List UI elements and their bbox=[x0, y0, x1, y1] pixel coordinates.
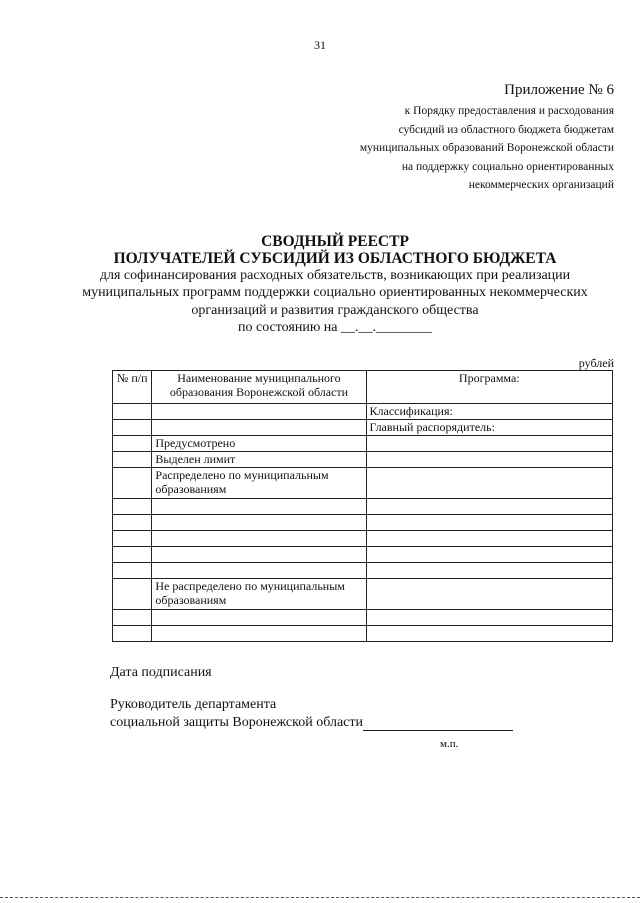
header-program: Программа: bbox=[366, 371, 612, 404]
page-bottom-divider bbox=[0, 897, 640, 898]
table-row bbox=[113, 579, 613, 610]
classification-label: Классификация: bbox=[366, 404, 612, 420]
table-row bbox=[113, 468, 613, 499]
sign-date-label: Дата подписания bbox=[110, 665, 212, 680]
header-municipality-name: Наименование муниципального образования Воронежской области bbox=[152, 371, 366, 404]
table-row bbox=[113, 547, 613, 563]
page-number: 31 bbox=[314, 38, 326, 52]
table-row bbox=[113, 404, 613, 420]
signatory-title-line2-row bbox=[110, 714, 513, 732]
appendix-line: к Порядку предоставления и расходования bbox=[404, 105, 614, 117]
register-table bbox=[112, 370, 613, 642]
table-row bbox=[113, 610, 613, 626]
row-distributed: Распределено по муниципальным образованиям bbox=[152, 468, 366, 499]
appendix-line: на поддержку социально ориентированных bbox=[401, 160, 614, 173]
signatory-block bbox=[110, 696, 513, 731]
as-of-date-line: по состоянию на __.__.________ bbox=[237, 320, 433, 336]
header-num: № п/п bbox=[113, 371, 152, 404]
row-not-distributed: Не распределено по муниципальным образованиям bbox=[152, 579, 366, 610]
table-row bbox=[113, 626, 613, 642]
signatory-title-line1: Руководитель департамента bbox=[110, 697, 277, 712]
document-title-line2: ПОЛУЧАТЕЛЕЙ СУБСИДИЙ ИЗ ОБЛАСТНОГО БЮДЖЕТА bbox=[113, 250, 557, 267]
chief-manager-label: Главный распорядитель: bbox=[366, 420, 612, 436]
table-row bbox=[113, 420, 613, 436]
table-row bbox=[113, 499, 613, 515]
table-row bbox=[113, 563, 613, 579]
appendix-title: Приложение № 6 bbox=[504, 82, 614, 98]
stamp-place-label: м.п. bbox=[440, 738, 459, 750]
table-row bbox=[113, 531, 613, 547]
row-limit: Выделен лимит bbox=[152, 452, 366, 468]
document-title: СВОДНЫЙ РЕЕСТР bbox=[261, 233, 409, 250]
appendix-line: муниципальных образований Воронежской области bbox=[359, 142, 614, 154]
table-header-row bbox=[113, 371, 613, 404]
signature-line bbox=[363, 716, 513, 731]
table-row bbox=[113, 436, 613, 452]
table-row bbox=[113, 515, 613, 531]
appendix-line: субсидий из областного бюджета бюджетам bbox=[398, 123, 614, 136]
document-subtitle: для софинансирования расходных обязательств, возникающих при реализации муниципальных программ поддержки социально ориентированных некоммерческих организаций и развития гражданского общества bbox=[82, 268, 588, 318]
signatory-title-line2: социальной защиты Воронежской области bbox=[110, 714, 363, 730]
appendix-header bbox=[360, 80, 614, 195]
currency-label: рублей bbox=[578, 356, 614, 370]
document-title-block bbox=[60, 233, 610, 336]
table-row bbox=[113, 452, 613, 468]
row-planned: Предусмотрено bbox=[152, 436, 366, 452]
appendix-line: некоммерческих организаций bbox=[468, 179, 614, 191]
